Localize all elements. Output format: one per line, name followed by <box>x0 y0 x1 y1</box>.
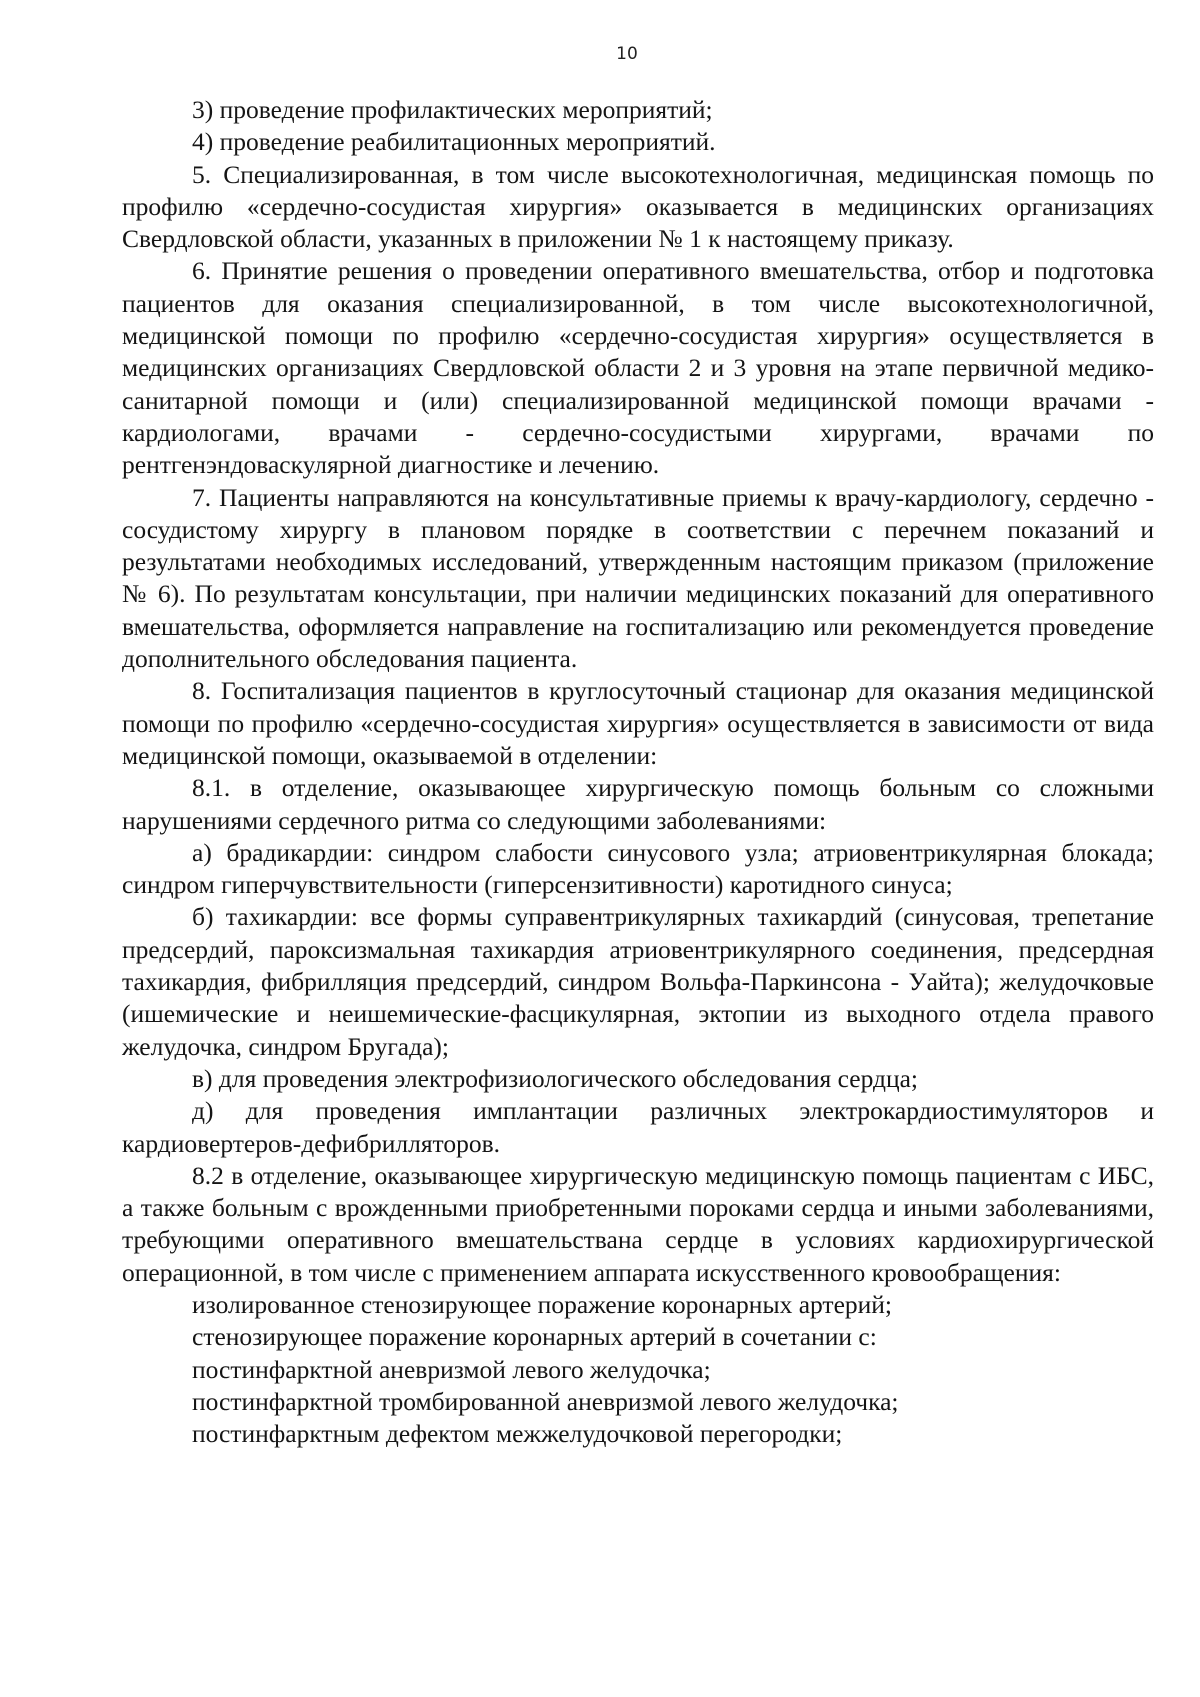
list-item: изолированное стенозирующее поражение коронарных артерий; <box>192 1289 893 1319</box>
paragraph-item-d: д) для проведения имплантации различных электрокардиостимуляторов и кардиовертеров-дефибрилляторов. <box>122 1096 1154 1158</box>
paragraph-7: 7. Пациенты направляются на консультативные приемы к врачу-кардиологу, сердечно - сосудистому хирургу в плановом порядке в соответствии с перечнем показаний и результатами необходимых исследований, утвержденным настоящим приказом (приложение № 6). По результатам консультации, при наличии медицинских показаний для оперативного вмешательства, оформляется направление на госпитализацию или рекомендуется проведение дополнительного обследования пациента. <box>122 482 1154 674</box>
paragraph-8-1: 8.1. в отделение, оказывающее хирургическую помощь больным со сложными нарушениями сердечного ритма со следующими заболеваниями: <box>122 773 1154 835</box>
paragraph-5: 5. Специализированная, в том числе высокотехнологичная, медицинская помощь по профилю «сердечно-сосудистая хирургия» оказывается в медицинских организациях Свердловской области, указанных в приложении № 1 к настоящему приказу. <box>122 159 1154 254</box>
paragraph-8-2: 8.2 в отделение, оказывающее хирургическую медицинскую помощь пациентам с ИБС, а также больным с врожденными приобретенными пороками сердца и иными заболеваниями, требующими оперативного вмешательствана сердце в условиях кардиохирургической операционной, в том числе с применением аппарата искусственного кровообращения: <box>122 1160 1154 1287</box>
list-item: постинфарктным дефектом межжелудочковой перегородки; <box>192 1419 843 1449</box>
list-item: стенозирующее поражение коронарных артерий в сочетании с: <box>192 1322 877 1352</box>
paragraph-item-3: 3) проведение профилактических мероприятий; <box>192 95 713 124</box>
paragraph-item-4: 4) проведение реабилитационных мероприятий. <box>192 127 716 157</box>
page-number: 10 <box>616 44 638 64</box>
list-item: постинфарктной тромбированной аневризмой левого желудочка; <box>192 1386 899 1416</box>
paragraph-item-b: б) тахикардии: все формы суправентрикулярных тахикардий (синусовая, трепетание предсердий, пароксизмальная тахикардия атриовентрикулярного соединения, предсердная тахикардия, фибрилляция предсердий, синдром Вольфа-Паркинсона - Уайта); желудочковые (ишемические и неишемические-фасцикулярная, эктопии из выходного отдела правого желудочка, синдром Бругада); <box>122 902 1154 1061</box>
document-body <box>122 94 1154 1450</box>
paragraph-6: 6. Принятие решения о проведении оперативного вмешательства, отбор и подготовка пациентов для оказания специализированной, в том числе высокотехнологичной, медицинской помощи по профилю «сердечно-сосудистая хирургия» осуществляется в медицинских организациях Свердловской области 2 и 3 уровня на этапе первичной медико-санитарной помощи и (или) специализированной медицинской помощи врачами - кардиологами, врачами - сердечно-сосудистыми хирургами, врачами по рентгенэндоваскулярной диагностике и лечению. <box>122 256 1154 480</box>
list-item: постинфарктной аневризмой левого желудочка; <box>192 1354 711 1384</box>
paragraph-item-v: в) для проведения электрофизиологического обследования сердца; <box>192 1063 919 1093</box>
paragraph-8: 8. Госпитализация пациентов в круглосуточный стационар для оказания медицинской помощи по профилю «сердечно-сосудистая хирургия» осуществляется в зависимости от вида медицинской помощи, оказываемой в отделении: <box>122 676 1154 770</box>
paragraph-item-a: а) брадикардии: синдром слабости синусового узла; атриовентрикулярная блокада; синдром гиперчувствительности (гиперсензитивности) каротидного синуса; <box>122 837 1154 900</box>
